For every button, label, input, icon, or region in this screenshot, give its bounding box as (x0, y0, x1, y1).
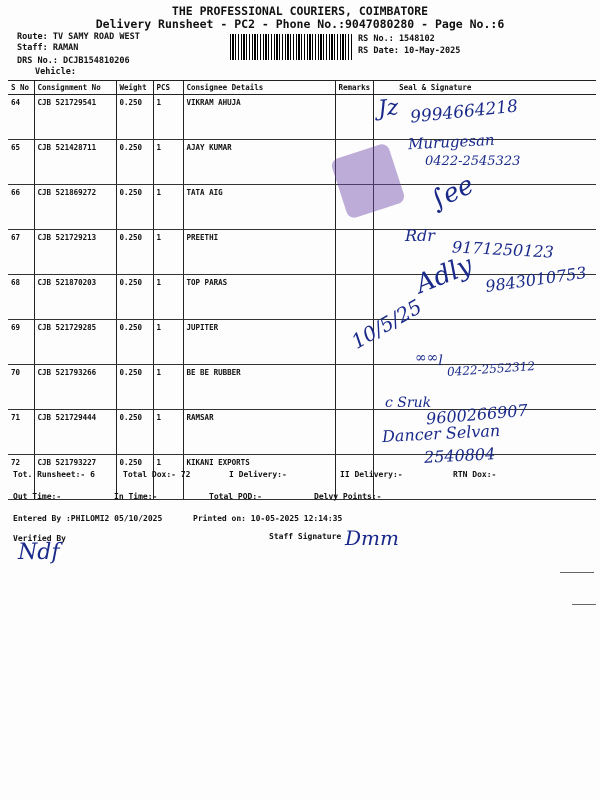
handwritten-signature-scrawl: Jz (376, 95, 400, 122)
company-title: THE PROFESSIONAL COURIERS, COIMBATORE (171, 4, 429, 18)
cell-consignee: VIKRAM AHUJA (183, 95, 335, 140)
handwritten-phone-67: 9171250123 (451, 237, 555, 262)
cell-pcs: 1 (153, 275, 183, 320)
ii-delivery: II Delivery:- (340, 470, 403, 479)
cell-remarks (335, 365, 374, 410)
cell-remarks (335, 410, 374, 455)
verified-by: Verified By (13, 534, 66, 543)
handwritten-phone-70: 0422-2552312 (446, 358, 536, 380)
cell-signature (374, 185, 596, 230)
handwritten-phone-71: 9600266907 (425, 400, 529, 429)
cell-weight: 0.250 (116, 275, 153, 320)
cell-consignee: PREETHI (183, 230, 335, 275)
printed-on: Printed on: 10-05-2025 12:14:35 (193, 514, 343, 523)
cell-remarks (335, 95, 374, 140)
total-runsheet: Tot. Runsheet:- 6 (13, 470, 95, 479)
cell-weight: 0.250 (116, 410, 153, 455)
cell-pcs: 1 (153, 140, 183, 185)
cell-pcs: 1 (153, 185, 183, 230)
cell-remarks (335, 230, 374, 275)
cell-pcs: 1 (153, 320, 183, 365)
cell-weight: 0.250 (116, 455, 153, 500)
cell-consignment: CJB 521428711 (34, 140, 116, 185)
handwritten-phone-64: 9994664218 (409, 96, 519, 128)
col-consignee: Consignee Details (183, 81, 335, 95)
route-text: Route: TV SAMY ROAD WEST (17, 32, 140, 42)
cell-sno: 72 (8, 455, 34, 500)
handwritten-signature-scrawl: 10/5/25 (347, 294, 426, 354)
cell-consignment: CJB 521729213 (34, 230, 116, 275)
cell-consignment: CJB 521729541 (34, 95, 116, 140)
col-remarks: Remarks (335, 81, 374, 95)
cell-consignment: CJB 521869272 (34, 185, 116, 230)
barcode (230, 34, 352, 60)
cell-consignee: JUPITER (183, 320, 335, 365)
cell-sno: 70 (8, 365, 34, 410)
rs-date: RS Date: 10-May-2025 (358, 46, 461, 56)
handwritten-phone-68: 9843010753 (484, 263, 588, 296)
cell-weight: 0.250 (116, 140, 153, 185)
verified-signature-scrawl: Ndf (18, 540, 60, 565)
col-consignment: Consignment No (34, 81, 116, 95)
cell-pcs: 1 (153, 230, 183, 275)
cell-pcs: 1 (153, 455, 183, 500)
cell-sno: 71 (8, 410, 34, 455)
cell-consignment: CJB 521793266 (34, 365, 116, 410)
cell-consignment: CJB 521729444 (34, 410, 116, 455)
table-row (8, 185, 596, 230)
cell-weight: 0.250 (116, 365, 153, 410)
cell-sno: 66 (8, 185, 34, 230)
handwritten-signature-scrawl: Adly (411, 250, 477, 300)
col-pcs: PCS (153, 81, 183, 95)
delvy-points: Delvy Points:- (314, 492, 382, 501)
cell-sno: 64 (8, 95, 34, 140)
table-row (8, 320, 596, 365)
entered-by: Entered By :PHILOMI2 05/10/2025 (13, 514, 163, 523)
cell-signature (374, 320, 596, 365)
cell-weight: 0.250 (116, 185, 153, 230)
cell-sno: 65 (8, 140, 34, 185)
handwritten-signature-scrawl: c Sruk (385, 395, 432, 411)
handwritten-phone-65: 0422-2545323 (425, 154, 521, 169)
cell-consignment: CJB 521870203 (34, 275, 116, 320)
staff-text: Staff: RAMAN (17, 43, 79, 53)
vehicle-text: Vehicle: (35, 67, 76, 77)
out-time: Out Time:- (13, 492, 62, 501)
col-seal-signature: Seal & Signature (374, 81, 596, 95)
cell-consignment: CJB 521729285 (34, 320, 116, 365)
in-time: In Time:- (114, 492, 158, 501)
i-delivery: I Delivery:- (229, 470, 287, 479)
cell-consignee: BE BE RUBBER (183, 365, 335, 410)
cell-pcs: 1 (153, 410, 183, 455)
runsheet-subtitle: Delivery Runsheet - PC2 - Phone No.:9047080280 - Page No.:6 (95, 17, 505, 31)
table-header-row (8, 81, 596, 95)
cell-weight: 0.250 (116, 95, 153, 140)
cell-consignee: KIKANI EXPORTS (183, 455, 335, 500)
rs-number: RS No.: 1548102 (358, 34, 435, 44)
col-weight: Weight (116, 81, 153, 95)
cell-weight: 0.250 (116, 320, 153, 365)
staff-signature-scrawl: Dmm (345, 526, 399, 550)
cell-pcs: 1 (153, 365, 183, 410)
cell-pcs: 1 (153, 95, 183, 140)
handwritten-signature-scrawl: ∞∞ꞁ (415, 350, 443, 366)
cell-sno: 67 (8, 230, 34, 275)
cell-consignee: RAMSAR (183, 410, 335, 455)
handwritten-name-72: Dancer Selvan (381, 420, 501, 447)
handwritten-signature-scrawl: ∫ee (425, 170, 479, 216)
handwritten-signature-scrawl: Rdr (405, 226, 435, 245)
cell-consignee: TATA AIG (183, 185, 335, 230)
edge-mark (560, 572, 594, 573)
staff-signature-label: Staff Signature (269, 532, 342, 541)
cell-remarks (335, 275, 374, 320)
col-sno: S No (8, 81, 34, 95)
cell-weight: 0.250 (116, 230, 153, 275)
cell-consignee: TOP PARAS (183, 275, 335, 320)
cell-sno: 69 (8, 320, 34, 365)
cell-consignment: CJB 521793227 (34, 455, 116, 500)
handwritten-name-65: Murugesan (407, 130, 496, 154)
table-row (8, 455, 596, 500)
handwritten-phone-72: 2540804 (423, 444, 496, 467)
rtn-dox: RTN Dox:- (453, 470, 497, 479)
edge-mark (572, 604, 596, 605)
total-pod: Total POD:- (209, 492, 262, 501)
cell-consignee: AJAY KUMAR (183, 140, 335, 185)
cell-sno: 68 (8, 275, 34, 320)
total-dox: Total Dox:- 72 (123, 470, 191, 479)
drs-number: DRS No.: DCJB154810206 (17, 56, 130, 66)
